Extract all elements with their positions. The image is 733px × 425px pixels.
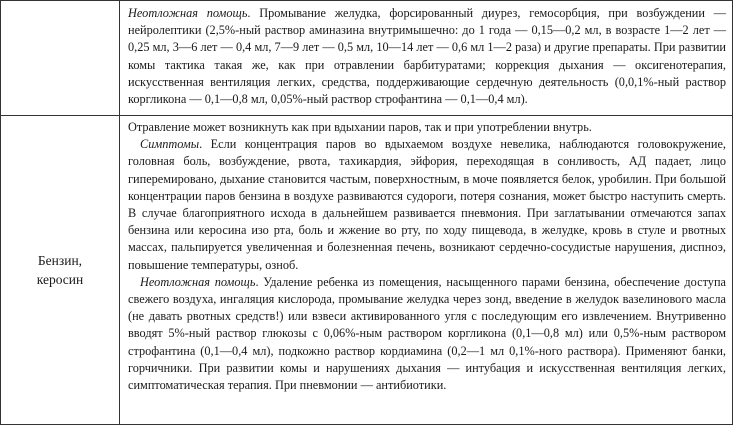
intro-paragraph bbox=[128, 119, 726, 136]
substance-cell bbox=[1, 116, 120, 425]
paragraph-lead: Симптомы bbox=[140, 137, 200, 152]
substance-name-line: Бензин, bbox=[37, 253, 83, 268]
substance-name-line: керосин bbox=[36, 272, 84, 287]
paragraph-lead: Неотложная помощь bbox=[140, 274, 256, 289]
treatment-paragraph bbox=[128, 5, 726, 108]
paragraph-text: Отравление может возникнуть как при вдыхании паров, так и при употреблении внутрь. bbox=[128, 120, 592, 134]
description-cell bbox=[120, 116, 733, 425]
paragraph-text: . Промывание желудка, форсированный диурез, гемосорбция, при возбуждении — нейролептики (2,5%-ный раствор аминазина внутримышечно: до 1 года — 0,15—0,2 мл, в возрасте 1—2 лет — 0,25 мл, 3—6 лет — 0,4 мл, 7—9 лет — 0,5 мл, 10—14 лет — 0,6 мл 1—2 раза) и другие препараты. При развитии комы тактика такая же, как при отравлении барбитуратами; коррекция дыхания — оксигенотерапия, искусственная вентиляция легких, средства, поддерживающие сердечную деятельность (0,0,1%-ный раствор коргликона — 0,1—0,8 мл, 0,05%-ный раствор строфантина — 0,1—0,4 мл). bbox=[128, 6, 726, 107]
paragraph-text: . Если концентрация паров во вдыхаемом воздухе невелика, наблюдаются головокружение, головная боль, возбуждение, рвота, тахикардия, эйфория, переходящая в сонливость, АД падает, лицо гиперемировано, дыхание становится частым, поверхностным, в моче появляется белок, уробилин. При большой концентрации паров бензина в воздухе развиваются судороги, потеря сознания, может быстро наступить смерть. В случае благоприятного исхода в дальнейшем развивается пневмония. При заглатывании отмечаются запах бензина или керосина изо рта, боль и жжение во рту, по ходу пищевода, в желудке, кровь в стуле и рвотных массах, пальпируется увеличенная и болезненная печень, возникают сердечно-сосудистые нарушения, диспноэ, повышение температуры, озноб. bbox=[128, 137, 726, 272]
description-cell bbox=[120, 1, 733, 116]
paragraph-text: . Удаление ребенка из помещения, насыщенного парами бензина, обеспечение доступа свежего воздуха, ингаляция кислорода, промывание желудка через зонд, введение в желудок вазелинового масла (не давать рвотных средств!) или взвеси активированного угля с последующим его извлечением. Внутривенно вводят 5%-ный раствор глюкозы с 0,06%-ным раствором коргликона (0,1—0,8 мл) или 0,5%-ным раствором строфантина (0,1—0,4 мл), подкожно раствор кордиамина (0,2—1 мл 0,1%-ного раствора). Применяют банки, горчичники. При развитии комы и нарушениях дыхания — интубация и искусственная вентиляция легких, симптоматическая терапия. При пневмонии — антибиотики. bbox=[128, 274, 726, 393]
table-row bbox=[1, 1, 733, 116]
paragraph-lead: Неотложная помощь bbox=[128, 6, 248, 20]
substance-cell bbox=[1, 1, 120, 116]
symptoms-paragraph bbox=[128, 136, 726, 274]
treatment-paragraph bbox=[128, 274, 726, 394]
table-row bbox=[1, 116, 733, 425]
